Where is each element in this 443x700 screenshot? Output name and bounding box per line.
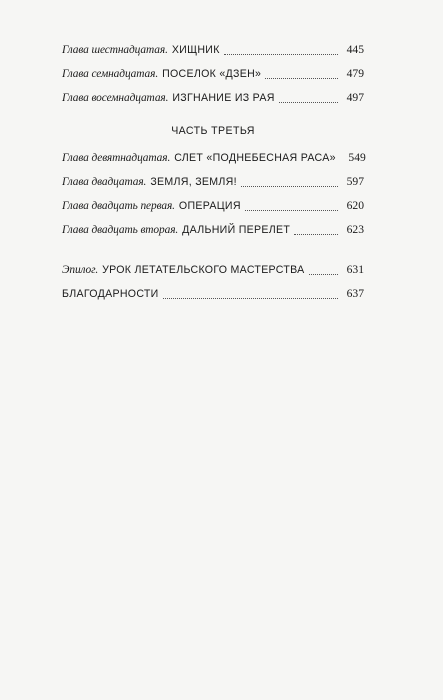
dot-leader: [294, 233, 338, 235]
toc-entry-acknowledgements: [62, 282, 364, 306]
chapter-title: ХИЩНИК: [171, 44, 220, 56]
toc-entry-epilogue: [62, 258, 364, 282]
dot-leader: [163, 297, 338, 299]
page-number: 549: [348, 151, 366, 164]
page-number: 497: [346, 91, 364, 104]
page-number: 445: [346, 43, 364, 56]
toc-entry: [62, 38, 364, 62]
toc-entry: [62, 62, 364, 86]
chapter-prefix: Глава двадцатая.: [62, 176, 147, 188]
dot-leader: [245, 209, 338, 211]
chapter-title: ИЗГНАНИЕ ИЗ РАЯ: [172, 92, 275, 104]
chapter-title: ДАЛЬНИЙ ПЕРЕЛЕТ: [182, 224, 291, 236]
chapter-prefix: Глава восемнадцатая.: [62, 92, 169, 104]
chapter-prefix: Глава семнадцатая.: [62, 68, 159, 80]
toc-entry: [62, 218, 364, 242]
chapter-title: СЛЕТ «ПОДНЕБЕСНАЯ РАСА»: [174, 152, 336, 164]
chapter-prefix: Эпилог.: [62, 264, 99, 276]
toc-entry: [62, 146, 364, 170]
chapter-prefix: Глава шестнадцатая.: [62, 44, 168, 56]
dot-leader: [279, 101, 338, 103]
chapter-title: БЛАГОДАРНОСТИ: [62, 288, 159, 300]
page-number: 597: [346, 175, 364, 188]
chapter-prefix: Глава девятнадцатая.: [62, 152, 171, 164]
page-number: 623: [346, 223, 364, 236]
chapter-title: УРОК ЛЕТАТЕЛЬСКОГО МАСТЕРСТВА: [102, 264, 305, 276]
table-of-contents: [62, 38, 364, 306]
chapter-title: ПОСЕЛОК «ДЗЕН»: [162, 68, 262, 80]
toc-entry: [62, 86, 364, 110]
toc-entry: [62, 194, 364, 218]
page-number: 631: [346, 263, 364, 276]
chapter-title: ЗЕМЛЯ, ЗЕМЛЯ!: [150, 176, 237, 188]
dot-leader: [265, 77, 338, 79]
chapter-title: ОПЕРАЦИЯ: [178, 200, 241, 212]
page-number: 479: [346, 67, 364, 80]
part-heading: ЧАСТЬ ТРЕТЬЯ: [171, 125, 255, 137]
dot-leader: [309, 273, 338, 275]
dot-leader: [241, 185, 338, 187]
page-number: 620: [346, 199, 364, 212]
chapter-prefix: Глава двадцать вторая.: [62, 224, 179, 236]
toc-entry: [62, 170, 364, 194]
chapter-prefix: Глава двадцать первая.: [62, 200, 175, 212]
page-number: 637: [346, 287, 364, 300]
dot-leader: [224, 53, 338, 55]
